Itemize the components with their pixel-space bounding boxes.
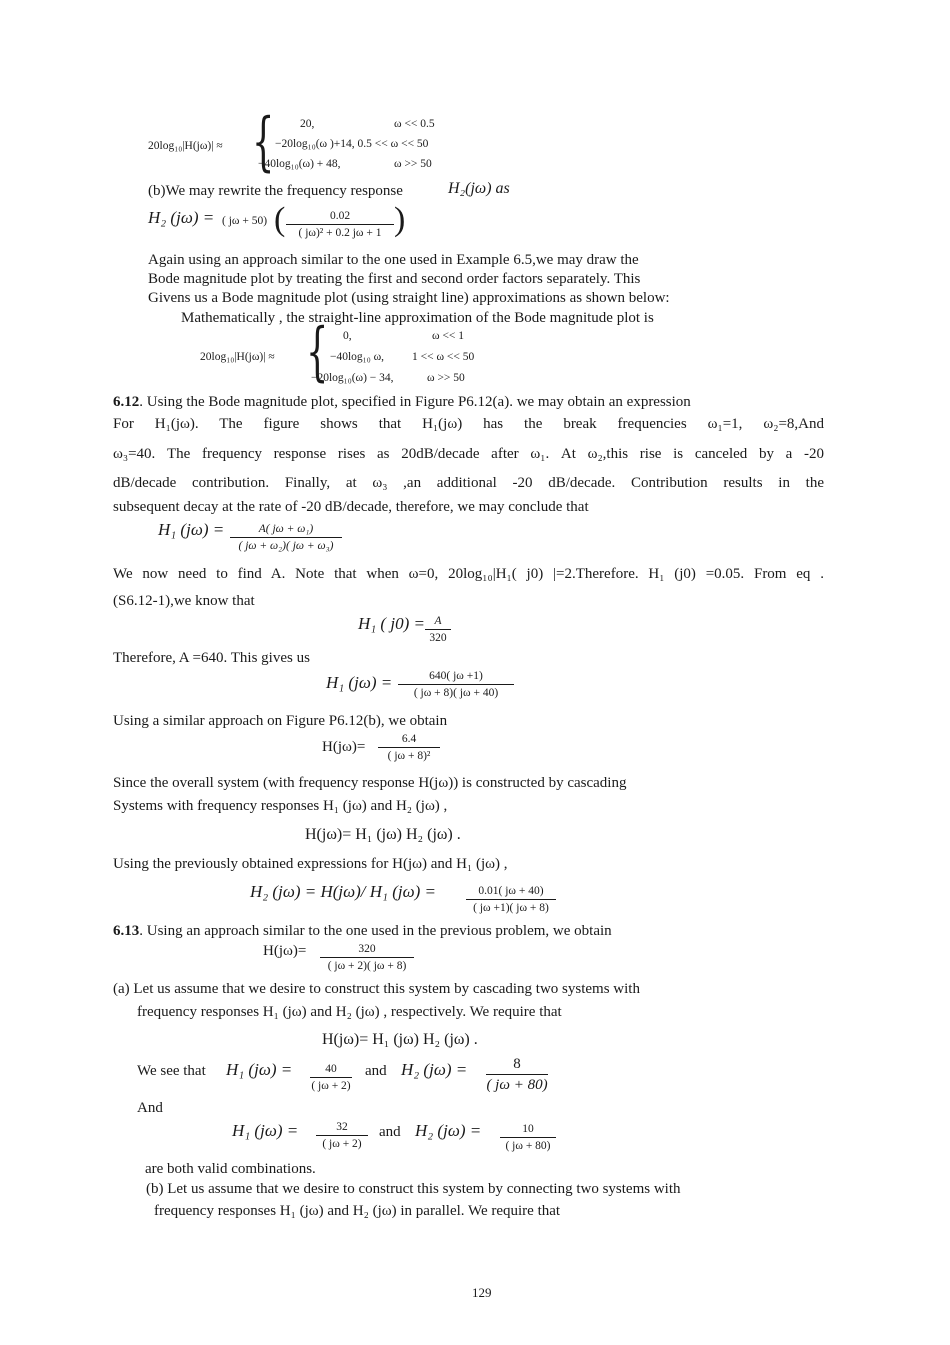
s612-eqE: H(jω)= H₁ (jω) H₂ (jω) .: [305, 826, 461, 843]
s613-c1-num1: 40: [325, 1063, 337, 1075]
s613-c1-bar2: [486, 1074, 548, 1075]
eq3-row3-value: −20log₁₀(ω) − 34,: [311, 372, 394, 384]
page-number: 129: [472, 1285, 492, 1300]
s612-eqD-bar: [378, 747, 440, 748]
s613-c1-h2: H₂ (jω) =: [401, 1060, 468, 1079]
eq1-lhs: 20log₁₀|H(jω)| ≈: [148, 140, 223, 152]
s612-eqF-lhs: H₂ (jω) = H(jω)/ H₁ (jω) =: [250, 882, 436, 901]
eq2-paren-left: (: [274, 201, 286, 238]
s613-c1-and: and: [365, 1063, 387, 1079]
s613-c2-and: and: [379, 1124, 401, 1140]
eq2-factor: ( jω + 50): [222, 215, 268, 227]
eq3-row1-value: 0,: [343, 330, 352, 342]
eq3-row3-cond: ω >> 50: [427, 372, 465, 384]
s612-heading: 6.12: [113, 394, 140, 410]
eq1-row3-value: −40log₁₀(ω) + 48,: [258, 158, 341, 170]
para-line-4: Mathematically , the straight-line approximation of the Bode magnitude plot is: [181, 310, 654, 326]
s612-eqD-num: 6.4: [401, 733, 417, 745]
para-line-1: Again using an approach similar to the one used in Example 6.5,we may draw the: [148, 252, 639, 268]
s613-c2-frac1: [316, 1120, 368, 1151]
s612-eqC-fraction: [398, 669, 514, 700]
eq3-brace: {: [306, 315, 329, 389]
s613-line-b1: (b) Let us assume that we desire to construct this system by connecting two systems with: [146, 1181, 681, 1197]
eq1-brace: {: [252, 105, 275, 179]
s612-line-8: Therefore, A =640. This gives us: [113, 650, 310, 666]
eq3-lhs: 20log₁₀|H(jω)| ≈: [200, 351, 275, 363]
s613-valid-text: are both valid combinations.: [145, 1161, 316, 1177]
s612-line-11: Systems with frequency responses H₁ (jω) and H₂ (jω) ,: [113, 798, 448, 814]
s612-line-9: Using a similar approach on Figure P6.12(b), we obtain: [113, 713, 448, 729]
s612-eqB-bar: [425, 629, 451, 630]
s612-line-2: For H₁(jω). The figure shows that H₁(jω) has the break frequencies ω₁=1, ω₂=8,And: [113, 416, 824, 432]
s613-eqA-fraction: [320, 942, 414, 973]
eq3-row2-cond: 1 << ω << 50: [412, 351, 475, 363]
s613-eqA-lhs: H(jω)=: [263, 943, 307, 959]
s613-eqA-den: ( jω + 2)( jω + 8): [327, 960, 407, 972]
s613-heading: 6.13: [113, 923, 140, 939]
s613-c2-bar2: [500, 1137, 556, 1138]
s612-eqC-num: 640( jω +1): [429, 670, 483, 682]
s612-eqB-fraction: [425, 614, 451, 645]
eq2-lhs: H₂ (jω) =: [148, 208, 215, 227]
eq1-row1-cond: ω << 0.5: [394, 118, 435, 130]
eq2-den: ( jω)² + 0.2 jω + 1: [298, 227, 382, 239]
s612-line-4: dB/decade contribution. Finally, at ω₃ ,an additional -20 dB/decade. Contribution results in the: [113, 475, 824, 491]
s612-eqD-fraction: [378, 732, 440, 763]
s612-eqF-den: ( jω +1)( jω + 8): [473, 902, 549, 914]
s613-c2-bar1: [316, 1135, 368, 1136]
s612-line-6: We now need to find A. Note that when ω=0, 20log₁₀|H₁( j0) |=2.Therefore. H₁ (j0) =0.05. From eq .: [113, 566, 824, 582]
s612-eqC-lhs: H₁ (jω) =: [326, 673, 393, 692]
s613-c1-den1: ( jω + 2): [311, 1080, 351, 1092]
s613-c2-den1: ( jω + 2): [322, 1138, 362, 1150]
s613-c2-den2: ( jω + 80): [505, 1140, 551, 1152]
s613-c1-h1: H₁ (jω) =: [226, 1060, 293, 1079]
s612-eqC-bar: [398, 684, 514, 685]
s613-c2-h1: H₁ (jω) =: [232, 1121, 299, 1140]
s613-line-b2: frequency responses H₁ (jω) and H₂ (jω) in parallel. We require that: [154, 1203, 561, 1219]
eq1-row3-cond: ω >> 50: [394, 158, 432, 170]
s613-eqB: H(jω)= H₁ (jω) H₂ (jω) .: [322, 1031, 478, 1048]
para-line-2: Bode magnitude plot by treating the first and second order factors separately. This: [148, 271, 641, 287]
s613-see-text: We see that: [137, 1063, 206, 1079]
s612-line-10: Since the overall system (with frequency response H(jω)) is constructed by cascading: [113, 775, 627, 791]
s612-eqD-lhs: H(jω)=: [322, 739, 366, 755]
s612-line-3: ω₃=40. The frequency response rises as 20dB/decade after ω₁. At ω₂,this rise is canceled by a -20: [113, 446, 824, 462]
s612-eqF-bar: [466, 899, 556, 900]
s612-eqB-den: 320: [429, 632, 447, 644]
s612-eqD-den: ( jω + 8)²: [387, 750, 431, 762]
part-b-text: (b)We may rewrite the frequency response: [148, 183, 403, 199]
eq2-fraction: [286, 209, 394, 240]
s613-eqA-bar: [320, 957, 414, 958]
s613-c2-h2: H₂ (jω) =: [415, 1121, 482, 1140]
eq3-row1-cond: ω << 1: [432, 330, 465, 342]
s613-c1-frac1: [310, 1062, 352, 1093]
s612-eqA-fraction: [230, 522, 342, 553]
s612-eqB-lhs: H₁ ( j0) =: [358, 614, 425, 633]
s613-and-word: And: [137, 1100, 163, 1116]
s612-eqA-den: ( jω + ω₂)( jω + ω₃): [238, 540, 334, 552]
s613-c1-frac2: [486, 1055, 548, 1094]
s613-line-1: [113, 922, 612, 940]
s613-c2-num1: 32: [336, 1121, 348, 1133]
eq2-paren-right: ): [394, 201, 406, 238]
s613-c1-num2: 8: [513, 1056, 521, 1072]
s613-c2-frac2: [500, 1122, 556, 1153]
eq3-row2-value: −40log₁₀ ω,: [330, 351, 385, 363]
eq2-num: 0.02: [329, 210, 351, 222]
s612-eqB-num: A: [434, 615, 442, 627]
s612-eqA-bar: [230, 537, 342, 538]
s612-eqC-den: ( jω + 8)( jω + 40): [413, 687, 499, 699]
part-b-symbol: H₂(jω) as: [448, 180, 510, 197]
s613-c1-bar1: [310, 1077, 352, 1078]
s612-eqA-lhs: H₁ (jω) =: [158, 520, 225, 539]
s613-c1-den2: ( jω + 80): [486, 1077, 548, 1093]
s613-line-a1: (a) Let us assume that we desire to construct this system by cascading two systems with: [113, 981, 640, 997]
s612-eqA-num: A( jω + ω₁): [258, 523, 314, 535]
s612-line-7: (S6.12-1),we know that: [113, 593, 255, 609]
para-line-3: Givens us a Bode magnitude plot (using straight line) approximations as shown below:: [148, 290, 670, 306]
eq1-row2: −20log₁₀(ω )+14, 0.5 << ω << 50: [275, 138, 429, 150]
s613-eqA-num: 320: [358, 943, 376, 955]
s612-line-1-text: . Using the Bode magnitude plot, specified in Figure P6.12(a). we may obtain an expression: [139, 394, 691, 410]
s613-c2-num2: 10: [522, 1123, 534, 1135]
eq2-bar: [286, 224, 394, 225]
s612-eqF-fraction: [466, 884, 556, 915]
s612-eqF-num: 0.01( jω + 40): [478, 885, 544, 897]
s612-line-12: Using the previously obtained expressions for H(jω) and H₁ (jω) ,: [113, 856, 508, 872]
s612-line-1: [113, 393, 691, 411]
s612-line-5: subsequent decay at the rate of -20 dB/decade, therefore, we may conclude that: [113, 499, 589, 515]
eq1-row1-value: 20,: [300, 118, 315, 130]
s613-line-1-text: . Using an approach similar to the one used in the previous problem, we obtain: [139, 923, 612, 939]
s613-line-a2: frequency responses H₁ (jω) and H₂ (jω) , respectively. We require that: [137, 1004, 562, 1020]
